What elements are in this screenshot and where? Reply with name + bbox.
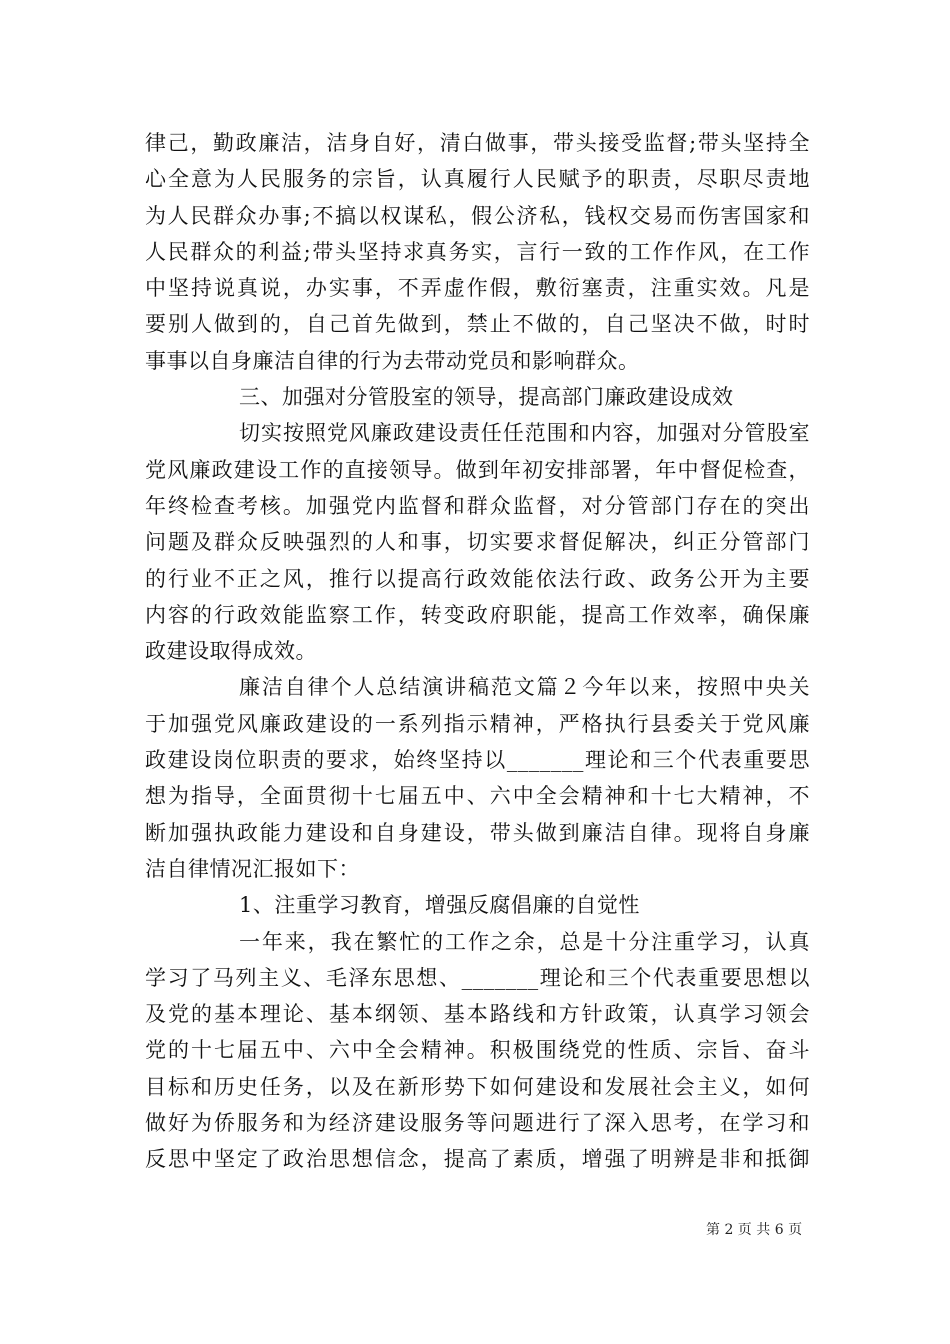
text-line: 政建设岗位职责的要求，始终坚持以_______理论和三个代表重要思 — [145, 748, 810, 773]
text-line: 切实按照党风廉政建设责任任范围和内容，加强对分管股室 — [239, 421, 810, 446]
text-line: 律己，勤政廉洁，洁身自好，清白做事，带头接受监督;带头坚持全 — [145, 131, 810, 155]
text-line: 党风廉政建设工作的直接领导。做到年初安排部署，年中督促检查， — [145, 457, 810, 482]
section-heading: 三、加强对分管股室的领导，提高部门廉政建设成效 — [239, 385, 734, 410]
text-line: 人民群众的利益;带头坚持求真务实，言行一致的工作作风，在工作 — [145, 239, 810, 264]
text-line: 及党的基本理论、基本纲领、基本路线和方针政策，认真学习领会 — [145, 1002, 810, 1027]
text-line: 想为指导，全面贯彻十七届五中、六中全会精神和十七大精神，不 — [145, 784, 810, 809]
text-line: 要别人做到的，自己首先做到，禁止不做的，自己坚决不做，时时 — [145, 312, 810, 337]
text-line: 年终检查考核。加强党内监督和群众监督，对分管部门存在的突出 — [145, 493, 810, 518]
text-line: 事事以自身廉洁自律的行为去带动党员和影响群众。 — [145, 348, 640, 373]
text-line: 中坚持说真说，办实事，不弄虚作假，敷衍塞责，注重实效。凡是 — [145, 276, 810, 301]
text-line: 学习了马列主义、毛泽东思想、_______理论和三个代表重要思想以 — [145, 965, 810, 990]
document-body — [145, 125, 810, 1178]
text-line: 廉洁自律个人总结演讲稿范文篇２今年以来，按照中央关 — [239, 675, 810, 700]
text-line: 做好为侨服务和为经济建设服务等问题进行了深入思考，在学习和 — [145, 1111, 810, 1136]
text-line: 反思中坚定了政治思想信念，提高了素质，增强了明辨是非和抵御 — [145, 1147, 810, 1172]
text-line: 党的十七届五中、六中全会精神。积极围绕党的性质、宗旨、奋斗 — [145, 1038, 810, 1063]
text-line: 政建设取得成效。 — [145, 639, 317, 664]
text-line: 心全意为人民服务的宗旨，认真履行人民赋予的职责，尽职尽责地 — [145, 167, 810, 192]
text-line: 的行业不正之风，推行以提高行政效能依法行政、政务公开为主要 — [145, 566, 810, 591]
text-line: 为人民群众办事;不搞以权谋私，假公济私，钱权交易而伤害国家和 — [145, 203, 810, 228]
page-number: 第 2 页 共 6 页 — [706, 1222, 803, 1238]
text-line: 一年来，我在繁忙的工作之余，总是十分注重学习，认真 — [239, 929, 810, 954]
section-heading: 1、注重学习教育，增强反腐倡廉的自觉性 — [239, 893, 640, 918]
text-line: 内容的行政效能监察工作，转变政府职能，提高工作效率，确保廉 — [145, 602, 810, 627]
text-line: 断加强执政能力建设和自身建设，带头做到廉洁自律。现将自身廉 — [145, 820, 810, 845]
text-line: 问题及群众反映强烈的人和事，切实要求督促解决，纠正分管部门 — [145, 530, 810, 555]
text-line: 目标和历史任务，以及在新形势下如何建设和发展社会主义，如何 — [145, 1074, 810, 1099]
text-line: 于加强党风廉政建设的一系列指示精神，严格执行县委关于党风廉 — [145, 711, 810, 736]
text-line: 洁自律情况汇报如下： — [145, 856, 360, 881]
